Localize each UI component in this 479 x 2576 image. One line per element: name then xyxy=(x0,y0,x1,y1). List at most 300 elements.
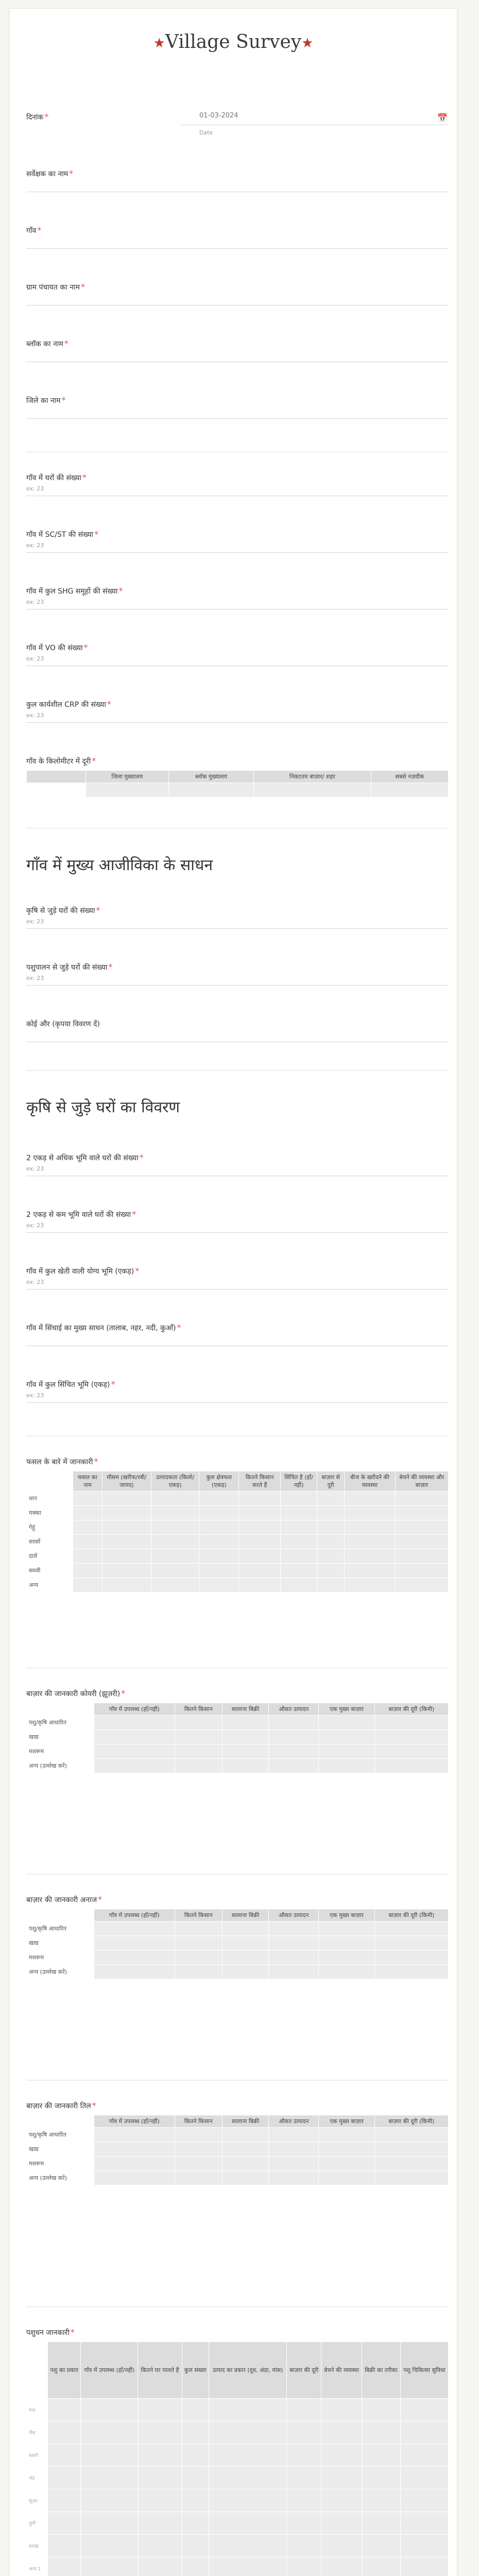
crop-cell[interactable] xyxy=(395,1492,448,1506)
table-row xyxy=(27,2489,449,2512)
market-cell[interactable] xyxy=(94,1744,175,1759)
crop-cell[interactable] xyxy=(73,1578,102,1592)
market-cell[interactable] xyxy=(374,1730,448,1744)
crop-cell[interactable] xyxy=(345,1520,396,1535)
market-cell[interactable] xyxy=(175,2157,222,2171)
livestock-cell[interactable] xyxy=(321,2535,362,2557)
crop-cell[interactable] xyxy=(395,1520,448,1535)
livestock-cell[interactable] xyxy=(81,2444,138,2467)
livestock-cell[interactable] xyxy=(138,2421,182,2444)
market-cell[interactable] xyxy=(374,1744,448,1759)
crop-cell[interactable] xyxy=(199,1564,239,1578)
crop-cell[interactable] xyxy=(280,1549,317,1564)
market-cell[interactable] xyxy=(374,1759,448,1773)
crop-cell[interactable] xyxy=(280,1564,317,1578)
crop-cell[interactable] xyxy=(345,1549,396,1564)
livestock-cell[interactable] xyxy=(47,2512,80,2535)
market-cell[interactable] xyxy=(94,1922,175,1936)
crop-cell[interactable] xyxy=(395,1506,448,1520)
livestock-header: उत्पाद का प्रकार (दूध, अंडा, मांस) xyxy=(209,2342,287,2399)
crop-cell[interactable] xyxy=(345,1564,396,1578)
market-header: गाँव में उपलब्ध (हाँ/नहीं) xyxy=(94,1703,175,1716)
distance-header: सबसे नज़दीक xyxy=(371,771,448,783)
crop-corner xyxy=(27,1471,73,1492)
market-cell[interactable] xyxy=(175,1716,222,1730)
market-cell[interactable] xyxy=(94,1965,175,1979)
crop-cell[interactable] xyxy=(395,1549,448,1564)
market-cell[interactable] xyxy=(269,1744,319,1759)
crop-cell[interactable] xyxy=(317,1535,345,1549)
crop-cell[interactable] xyxy=(102,1578,151,1592)
crop-row-label: मक्का xyxy=(27,1506,73,1520)
crop-cell[interactable] xyxy=(280,1520,317,1535)
crop-cell[interactable] xyxy=(151,1578,199,1592)
livestock-cell[interactable] xyxy=(362,2444,401,2467)
livestock-cell[interactable] xyxy=(209,2512,287,2535)
crop-cell[interactable] xyxy=(280,1535,317,1549)
crop-cell[interactable] xyxy=(199,1535,239,1549)
market-cell[interactable] xyxy=(269,1951,319,1965)
market-corner xyxy=(27,2115,94,2128)
livestock-row-label: अन्य 1 xyxy=(27,2557,48,2576)
livestock-cell[interactable] xyxy=(209,2489,287,2512)
livestock-cell[interactable] xyxy=(182,2467,209,2489)
market-cell[interactable] xyxy=(222,2157,268,2171)
livestock-cell[interactable] xyxy=(47,2467,80,2489)
market-row-label: अन्य (उल्लेख करें) xyxy=(27,2171,94,2185)
crop-cell[interactable] xyxy=(239,1578,281,1592)
livestock-cell[interactable] xyxy=(138,2557,182,2576)
market-cell[interactable] xyxy=(269,2142,319,2157)
livestock-header: पशु चिकित्सा सुविधा xyxy=(400,2342,448,2399)
market-cell[interactable] xyxy=(175,1730,222,1744)
livestock-cell[interactable] xyxy=(287,2512,321,2535)
market-table xyxy=(26,2115,449,2185)
market-cell[interactable] xyxy=(175,1936,222,1951)
market-cell[interactable] xyxy=(269,1936,319,1951)
district-input[interactable] xyxy=(26,405,449,419)
crop-cell[interactable] xyxy=(73,1506,102,1520)
market-cell[interactable] xyxy=(319,1730,374,1744)
market-cell[interactable] xyxy=(319,2171,374,2185)
livestock-cell[interactable] xyxy=(400,2399,448,2421)
crop-cell[interactable] xyxy=(199,1578,239,1592)
market-cell[interactable] xyxy=(175,1965,222,1979)
crop-cell[interactable] xyxy=(280,1492,317,1506)
livestock-cell[interactable] xyxy=(400,2512,448,2535)
livestock-cell[interactable] xyxy=(321,2421,362,2444)
livestock-cell[interactable] xyxy=(81,2489,138,2512)
crop-cell[interactable] xyxy=(199,1506,239,1520)
market-row-label: मशरूम xyxy=(27,2157,94,2171)
market-cell[interactable] xyxy=(222,1951,268,1965)
crop-cell[interactable] xyxy=(102,1535,151,1549)
market-cell[interactable] xyxy=(175,2171,222,2185)
shg-input[interactable]: ex: 23 xyxy=(26,596,449,609)
market-cell[interactable] xyxy=(319,2157,374,2171)
livestock-cell[interactable] xyxy=(47,2489,80,2512)
crop-cell[interactable] xyxy=(345,1492,396,1506)
market-cell[interactable] xyxy=(94,2142,175,2157)
crop-cell[interactable] xyxy=(317,1564,345,1578)
livestock-cell[interactable] xyxy=(321,2444,362,2467)
livestock-cell[interactable] xyxy=(287,2467,321,2489)
livestock-cell[interactable] xyxy=(182,2399,209,2421)
crop-row-label: दालें xyxy=(27,1549,73,1564)
market-cell[interactable] xyxy=(94,1936,175,1951)
market-cell[interactable] xyxy=(175,1759,222,1773)
market-cell[interactable] xyxy=(374,2142,448,2157)
livestock-households-field: पशुपालन से जुड़े घरों की संख्या * ex: 23 xyxy=(26,962,449,986)
crop-cell[interactable] xyxy=(151,1520,199,1535)
market-cell[interactable] xyxy=(319,2142,374,2157)
agri-q1-field: 2 एकड़ से अधिक भूमि वाले घरों की संख्या * ex: 23 xyxy=(26,1153,449,1176)
crop-header: कितने किसान करते हैं xyxy=(239,1471,281,1492)
livestock-cell[interactable] xyxy=(182,2557,209,2576)
market-cell[interactable] xyxy=(175,1744,222,1759)
distance-header: जिला मुख्यालय xyxy=(85,771,169,783)
livestock-cell[interactable] xyxy=(47,2421,80,2444)
livestock-cell[interactable] xyxy=(182,2489,209,2512)
livestock-cell[interactable] xyxy=(209,2467,287,2489)
market-header: एक मुख्य बाज़ार xyxy=(319,2115,374,2128)
date-label: दिनांक xyxy=(26,113,44,122)
market-header: एक मुख्य बाज़ार xyxy=(319,1703,374,1716)
market-cell[interactable] xyxy=(175,2142,222,2157)
market-cell[interactable] xyxy=(94,1730,175,1744)
crop-cell[interactable] xyxy=(239,1520,281,1535)
livestock-cell[interactable] xyxy=(321,2399,362,2421)
market-cell[interactable] xyxy=(319,1716,374,1730)
crop-cell[interactable] xyxy=(317,1549,345,1564)
livestock-cell[interactable] xyxy=(138,2444,182,2467)
farm-households-field: कृषि से जुड़े घरों की संख्या * ex: 23 xyxy=(26,905,449,929)
shg-field: गाँव में कुल SHG समूहों की संख्या * ex: 23 xyxy=(26,586,449,609)
market-header: सालाना बिक्री xyxy=(222,2115,268,2128)
market-cell[interactable] xyxy=(374,2128,448,2142)
market-cell[interactable] xyxy=(94,2171,175,2185)
market-cell[interactable] xyxy=(94,1759,175,1773)
market-cell[interactable] xyxy=(269,1716,319,1730)
market-cell[interactable] xyxy=(374,1936,448,1951)
livestock-cell[interactable] xyxy=(209,2399,287,2421)
crop-cell[interactable] xyxy=(395,1564,448,1578)
market-cell[interactable] xyxy=(319,1951,374,1965)
livestock-cell[interactable] xyxy=(182,2535,209,2557)
livestock-cell[interactable] xyxy=(362,2467,401,2489)
form-title xyxy=(10,9,457,71)
livestock-cell[interactable] xyxy=(321,2512,362,2535)
livestock-cell[interactable] xyxy=(287,2489,321,2512)
livestock-cell[interactable] xyxy=(400,2535,448,2557)
crop-cell[interactable] xyxy=(73,1492,102,1506)
agri-section-title: कृषि से जुड़े घरों का विवरण xyxy=(26,1098,180,1116)
livestock-row-label: भैंस xyxy=(27,2421,48,2444)
market-cell[interactable] xyxy=(319,1965,374,1979)
livestock-cell[interactable] xyxy=(81,2421,138,2444)
crop-table-label: फसल के बारे में जानकारी xyxy=(26,1458,93,1466)
crop-cell[interactable] xyxy=(317,1520,345,1535)
livestock-cell[interactable] xyxy=(209,2535,287,2557)
agri-q2-input[interactable]: ex: 23 xyxy=(26,1219,449,1233)
vo-input[interactable]: ex: 23 xyxy=(26,653,449,666)
surveyor-label: सर्वेक्षक का नाम xyxy=(26,170,69,178)
distance-label: गाँव के किलोमीटर में दूरी xyxy=(26,757,91,766)
crop-cell[interactable] xyxy=(199,1492,239,1506)
market-header: बाज़ार की दूरी (किमी) xyxy=(374,1909,448,1922)
market-cell[interactable] xyxy=(94,1716,175,1730)
market-cell[interactable] xyxy=(319,1759,374,1773)
livestock-cell[interactable] xyxy=(138,2489,182,2512)
market-header: कितने किसान xyxy=(175,2115,222,2128)
crop-cell[interactable] xyxy=(395,1535,448,1549)
agri-q5-input[interactable]: ex: 23 xyxy=(26,1389,449,1403)
livestock-cell[interactable] xyxy=(321,2467,362,2489)
livestock-cell[interactable] xyxy=(362,2399,401,2421)
crop-cell[interactable] xyxy=(73,1520,102,1535)
households-input[interactable]: ex: 23 xyxy=(26,483,449,496)
market-cell[interactable] xyxy=(222,1759,268,1773)
calendar-icon[interactable]: 📅 xyxy=(437,113,448,123)
market-cell[interactable] xyxy=(319,1744,374,1759)
market-cell[interactable] xyxy=(374,2171,448,2185)
distance-cell[interactable] xyxy=(85,783,169,798)
market-cell[interactable] xyxy=(222,2171,268,2185)
livestock-cell[interactable] xyxy=(362,2421,401,2444)
market-cell[interactable] xyxy=(222,1922,268,1936)
livestock-cell[interactable] xyxy=(400,2467,448,2489)
market-cell[interactable] xyxy=(222,1716,268,1730)
livestock-cell[interactable] xyxy=(81,2557,138,2576)
agri-q4-input[interactable] xyxy=(26,1333,449,1346)
market-cell[interactable] xyxy=(269,1759,319,1773)
crop-row-label: सब्जी xyxy=(27,1564,73,1578)
households-field: गाँव में घरों की संख्या * ex: 23 xyxy=(26,472,449,496)
market-cell[interactable] xyxy=(374,1965,448,1979)
market-header: कितने किसान xyxy=(175,1909,222,1922)
form-title-text: Village Survey xyxy=(165,31,302,53)
livestock-cell[interactable] xyxy=(138,2512,182,2535)
crop-cell[interactable] xyxy=(102,1492,151,1506)
distance-cell[interactable] xyxy=(371,783,448,798)
distance-table xyxy=(26,770,449,798)
crop-cell[interactable] xyxy=(345,1578,396,1592)
crop-cell[interactable] xyxy=(102,1564,151,1578)
crop-cell[interactable] xyxy=(317,1578,345,1592)
crop-cell[interactable] xyxy=(199,1549,239,1564)
market-cell[interactable] xyxy=(222,2142,268,2157)
block-input[interactable] xyxy=(26,349,449,362)
market-corner xyxy=(27,1703,94,1716)
market-row-label: खाद्य xyxy=(27,1936,94,1951)
distance-header: ब्लॉक मुख्यालय xyxy=(169,771,254,783)
livestock-cell[interactable] xyxy=(321,2557,362,2576)
livestock-cell[interactable] xyxy=(47,2399,80,2421)
livestock-cell[interactable] xyxy=(182,2512,209,2535)
table-row xyxy=(27,2142,449,2157)
crop-cell[interactable] xyxy=(151,1492,199,1506)
livestock-cell[interactable] xyxy=(400,2557,448,2576)
crop-row-label: सरसों xyxy=(27,1535,73,1549)
agri-q3-input[interactable]: ex: 23 xyxy=(26,1276,449,1290)
distance-header: निकटतम बाज़ार/ शहर xyxy=(253,771,371,783)
sc-input[interactable]: ex: 23 xyxy=(26,539,449,553)
livestock-cell[interactable] xyxy=(362,2557,401,2576)
livestock-cell[interactable] xyxy=(287,2444,321,2467)
livestock-cell[interactable] xyxy=(287,2535,321,2557)
crop-cell[interactable] xyxy=(395,1578,448,1592)
table-row xyxy=(27,2157,449,2171)
gp-input[interactable] xyxy=(26,292,449,306)
crop-cell[interactable] xyxy=(239,1506,281,1520)
market-cell[interactable] xyxy=(269,1965,319,1979)
market-header: बाज़ार की दूरी (किमी) xyxy=(374,1703,448,1716)
market-cell[interactable] xyxy=(319,1936,374,1951)
crop-cell[interactable] xyxy=(102,1549,151,1564)
livestock-header: बिक्री का तरीका xyxy=(362,2342,401,2399)
crop-cell[interactable] xyxy=(102,1506,151,1520)
crop-cell[interactable] xyxy=(151,1535,199,1549)
livestock-cell[interactable] xyxy=(209,2557,287,2576)
table-row xyxy=(27,1564,449,1578)
crop-cell[interactable] xyxy=(239,1535,281,1549)
market-header: औसत उत्पादन xyxy=(269,1703,319,1716)
livestock-cell[interactable] xyxy=(287,2399,321,2421)
crop-table-field: फसल के बारे में जानकारी * फसल का नाम मौसम (खरीफ/रबी/जायद) उत्पादकता (किलो/एकड़) कुल क्षेत्रफल (एकड़) कितने किसान करते हैं सिंचित है (हाँ/नहीं) बाज़ार से दूरी बीज के खरीदने की व्यवस्था बेचने की व्यवस्था और बाज़ार धान मक्का गेहूं सरसों दालें सब्जी अन्य xyxy=(26,1456,449,1592)
market-cell[interactable] xyxy=(175,1951,222,1965)
livestock-cell[interactable] xyxy=(209,2444,287,2467)
livestock-cell[interactable] xyxy=(182,2444,209,2467)
market-header: गाँव में उपलब्ध (हाँ/नहीं) xyxy=(94,2115,175,2128)
table-row xyxy=(27,1492,449,1506)
date-input[interactable] xyxy=(181,112,449,125)
market-cell[interactable] xyxy=(175,2128,222,2142)
crop-cell[interactable] xyxy=(151,1564,199,1578)
distance-cell[interactable] xyxy=(253,783,371,798)
livestock-cell[interactable] xyxy=(362,2489,401,2512)
livestock-cell[interactable] xyxy=(287,2421,321,2444)
market-cell[interactable] xyxy=(374,1951,448,1965)
other-livelihood-input[interactable] xyxy=(26,1029,449,1042)
livestock-cell[interactable] xyxy=(362,2535,401,2557)
livestock-cell[interactable] xyxy=(81,2535,138,2557)
market-cell[interactable] xyxy=(94,2128,175,2142)
livestock-cell[interactable] xyxy=(47,2557,80,2576)
livestock-households-input[interactable]: ex: 23 xyxy=(26,972,449,986)
livestock-cell[interactable] xyxy=(81,2467,138,2489)
livestock-cell[interactable] xyxy=(182,2421,209,2444)
table-row xyxy=(27,1951,449,1965)
agri-q1-input[interactable]: ex: 23 xyxy=(26,1163,449,1176)
crop-cell[interactable] xyxy=(239,1492,281,1506)
crop-cell[interactable] xyxy=(151,1506,199,1520)
crop-row-label: गेहूं xyxy=(27,1520,73,1535)
market-row-label: खाद्य xyxy=(27,2142,94,2157)
crop-cell[interactable] xyxy=(345,1506,396,1520)
date-field: दिनांक * 01-03-2024 📅 Date xyxy=(26,112,448,136)
market-cell[interactable] xyxy=(222,1730,268,1744)
crop-cell[interactable] xyxy=(199,1520,239,1535)
village-label: गाँव xyxy=(26,227,37,235)
crp-input[interactable]: ex: 23 xyxy=(26,709,449,723)
divider xyxy=(26,1070,449,1071)
livestock-cell[interactable] xyxy=(138,2535,182,2557)
livestock-cell[interactable] xyxy=(81,2399,138,2421)
livestock-cell[interactable] xyxy=(400,2421,448,2444)
crop-cell[interactable] xyxy=(345,1535,396,1549)
crop-cell[interactable] xyxy=(73,1564,102,1578)
crop-cell[interactable] xyxy=(239,1549,281,1564)
village-input[interactable] xyxy=(26,235,449,249)
crop-cell[interactable] xyxy=(280,1506,317,1520)
crop-cell[interactable] xyxy=(73,1535,102,1549)
livestock-cell[interactable] xyxy=(400,2444,448,2467)
livestock-cell[interactable] xyxy=(138,2467,182,2489)
market-row-label: पशु/कृषि आधारित xyxy=(27,1716,94,1730)
crop-cell[interactable] xyxy=(151,1549,199,1564)
crop-cell[interactable] xyxy=(239,1564,281,1578)
market-cell[interactable] xyxy=(269,2171,319,2185)
crp-label: कुल कार्यशील CRP की संख्या xyxy=(26,701,106,709)
market-cell[interactable] xyxy=(269,2157,319,2171)
crop-cell[interactable] xyxy=(73,1549,102,1564)
gp-field: ग्राम पंचायत का नाम * xyxy=(26,282,449,306)
crop-cell[interactable] xyxy=(102,1520,151,1535)
crop-cell[interactable] xyxy=(317,1492,345,1506)
surveyor-input[interactable] xyxy=(26,179,449,192)
livestock-header: कुल संख्या xyxy=(182,2342,209,2399)
crop-cell[interactable] xyxy=(280,1578,317,1592)
livestock-cell[interactable] xyxy=(209,2421,287,2444)
market-row-label: पशु/कृषि आधारित xyxy=(27,1922,94,1936)
market-cell[interactable] xyxy=(222,1744,268,1759)
date-hint: Date xyxy=(199,129,213,136)
livestock-cell[interactable] xyxy=(138,2399,182,2421)
distance-cell[interactable] xyxy=(169,783,254,798)
market-cell[interactable] xyxy=(319,1922,374,1936)
market-cell[interactable] xyxy=(269,1730,319,1744)
livestock-row-label: सूअर xyxy=(27,2489,48,2512)
crop-header: उत्पादकता (किलो/एकड़) xyxy=(151,1471,199,1492)
livestock-cell[interactable] xyxy=(287,2557,321,2576)
market-cell[interactable] xyxy=(222,2128,268,2142)
livestock-cell[interactable] xyxy=(362,2512,401,2535)
market-cell[interactable] xyxy=(175,1922,222,1936)
livestock-cell[interactable] xyxy=(400,2489,448,2512)
market-table xyxy=(26,1909,449,1979)
market-cell[interactable] xyxy=(269,2128,319,2142)
livestock-cell[interactable] xyxy=(81,2512,138,2535)
livestock-cell[interactable] xyxy=(47,2444,80,2467)
livestock-cell[interactable] xyxy=(47,2535,80,2557)
market-cell[interactable] xyxy=(94,1951,175,1965)
title-star-left: ★ xyxy=(153,36,165,51)
market-cell[interactable] xyxy=(222,1965,268,1979)
table-row xyxy=(27,2399,449,2421)
table-row xyxy=(27,1936,449,1951)
crop-cell[interactable] xyxy=(317,1506,345,1520)
market-cell[interactable] xyxy=(374,1922,448,1936)
households-label: गाँव में घरों की संख्या xyxy=(26,474,81,482)
livestock-cell[interactable] xyxy=(321,2489,362,2512)
market-cell[interactable] xyxy=(94,2157,175,2171)
market-cell[interactable] xyxy=(374,1716,448,1730)
market-cell[interactable] xyxy=(269,1922,319,1936)
market-cell[interactable] xyxy=(319,2128,374,2142)
market-cell[interactable] xyxy=(374,2157,448,2171)
farm-households-input[interactable]: ex: 23 xyxy=(26,916,449,929)
market-cell[interactable] xyxy=(222,1936,268,1951)
